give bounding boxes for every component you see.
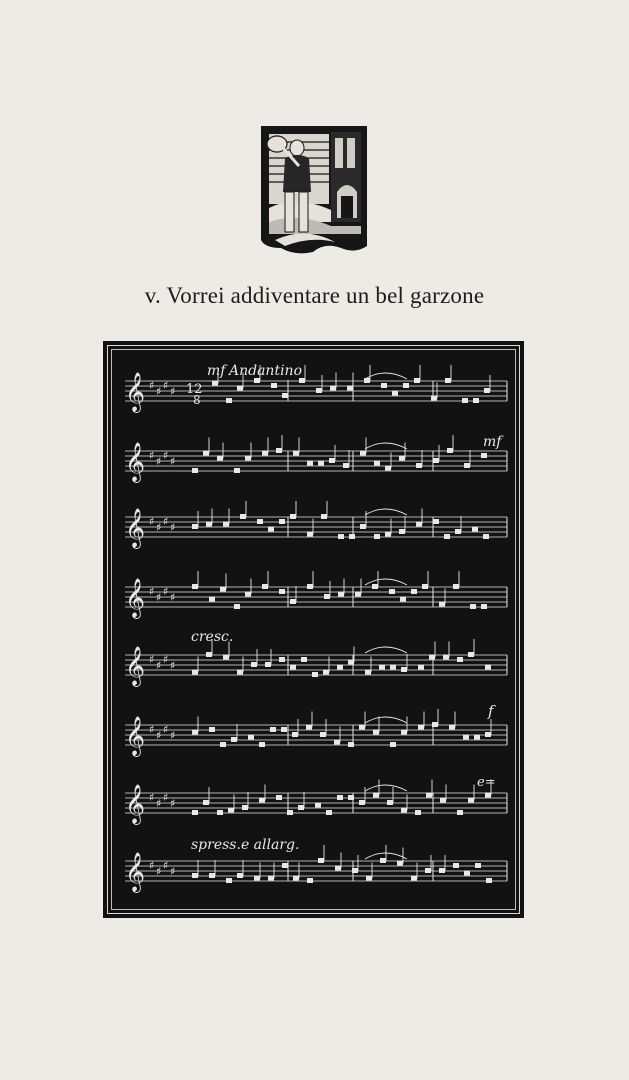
expression-spress-allarg: spress.e allarg.: [191, 837, 300, 853]
note-head: [248, 735, 254, 740]
note-head: [464, 463, 470, 468]
slur: [365, 647, 407, 653]
sharp-icon: ♯: [163, 449, 169, 462]
note-head: [485, 665, 491, 670]
note-head: [374, 461, 380, 466]
note-head: [192, 524, 198, 529]
note-head: [192, 810, 198, 815]
sharp-icon: ♯: [149, 723, 155, 736]
note-head: [281, 727, 287, 732]
note-head: [293, 876, 299, 881]
note-head: [234, 604, 240, 609]
sharp-icon: ♯: [156, 659, 162, 672]
note-head: [481, 453, 487, 458]
treble-clef-icon: 𝄞: [125, 852, 146, 892]
note-head: [472, 527, 478, 532]
note-head: [432, 722, 438, 727]
note-head: [390, 665, 396, 670]
note-head: [422, 584, 428, 589]
note-head: [321, 514, 327, 519]
note-head: [374, 534, 380, 539]
note-head: [373, 730, 379, 735]
note-head: [318, 461, 324, 466]
sharp-icon: ♯: [156, 729, 162, 742]
treble-clef-icon: 𝄞: [125, 578, 146, 618]
note-head: [399, 529, 405, 534]
slur: [365, 373, 407, 379]
note-head: [234, 468, 240, 473]
note-head: [334, 740, 340, 745]
woodcut-illustration: [255, 122, 373, 256]
note-head: [379, 665, 385, 670]
sharp-icon: ♯: [170, 385, 176, 398]
treble-clef-icon: 𝄞: [125, 716, 146, 756]
note-head: [301, 657, 307, 662]
note-head: [349, 534, 355, 539]
sharp-icon: ♯: [163, 515, 169, 528]
note-head: [415, 810, 421, 815]
note-head: [347, 386, 353, 391]
sharp-icon: ♯: [170, 797, 176, 810]
note-head: [381, 383, 387, 388]
sharp-icon: ♯: [163, 859, 169, 872]
note-head: [468, 798, 474, 803]
dynamic-mf-row2: mf: [483, 434, 502, 450]
note-head: [348, 742, 354, 747]
note-head: [429, 655, 435, 660]
note-head: [360, 524, 366, 529]
sharp-icon: ♯: [156, 521, 162, 534]
slur: [365, 443, 407, 449]
note-head: [486, 878, 492, 883]
note-head: [228, 808, 234, 813]
sharp-icon: ♯: [149, 653, 155, 666]
note-head: [259, 742, 265, 747]
note-head: [307, 878, 313, 883]
treble-clef-icon: 𝄞: [125, 646, 146, 686]
note-head: [360, 451, 366, 456]
note-head: [403, 383, 409, 388]
note-head: [192, 730, 198, 735]
note-head: [464, 871, 470, 876]
note-head: [268, 527, 274, 532]
note-head: [245, 592, 251, 597]
note-head: [220, 742, 226, 747]
music-score: [103, 341, 524, 918]
note-head: [220, 587, 226, 592]
note-head: [380, 858, 386, 863]
note-head: [348, 795, 354, 800]
note-head: [217, 810, 223, 815]
note-head: [279, 589, 285, 594]
slur: [365, 785, 407, 791]
dynamic-f-row6: f: [488, 702, 494, 720]
note-head: [433, 519, 439, 524]
note-head: [290, 599, 296, 604]
note-head: [392, 391, 398, 396]
note-head: [203, 451, 209, 456]
note-head: [483, 534, 489, 539]
sharp-icon: ♯: [170, 455, 176, 468]
sharp-icon: ♯: [170, 729, 176, 742]
note-head: [473, 398, 479, 403]
treble-clef-icon: 𝄞: [125, 784, 146, 824]
note-head: [307, 532, 313, 537]
note-head: [418, 665, 424, 670]
note-head: [315, 803, 321, 808]
note-head: [306, 725, 312, 730]
note-head: [192, 873, 198, 878]
sharp-icon: ♯: [149, 859, 155, 872]
note-head: [440, 798, 446, 803]
sharp-icon: ♯: [170, 591, 176, 604]
note-head: [416, 522, 422, 527]
sharp-icon: ♯: [156, 797, 162, 810]
note-head: [389, 589, 395, 594]
note-head: [485, 732, 491, 737]
note-head: [326, 810, 332, 815]
note-head: [324, 594, 330, 599]
sharp-icon: ♯: [163, 723, 169, 736]
note-head: [237, 670, 243, 675]
dynamic-mf-row1: mf: [207, 363, 226, 379]
note-head: [217, 456, 223, 461]
note-head: [373, 793, 379, 798]
sharp-icon: ♯: [163, 379, 169, 392]
note-head: [463, 735, 469, 740]
note-head: [206, 522, 212, 527]
note-head: [468, 652, 474, 657]
note-head: [307, 584, 313, 589]
note-head: [449, 725, 455, 730]
note-head: [318, 858, 324, 863]
note-head: [455, 529, 461, 534]
note-head: [445, 378, 451, 383]
note-head: [223, 655, 229, 660]
note-head: [397, 861, 403, 866]
note-head: [387, 800, 393, 805]
time-signature-top: 12: [186, 382, 203, 397]
marking-row7: e=: [477, 775, 496, 790]
note-head: [453, 863, 459, 868]
expression-cresc: cresc.: [191, 629, 234, 645]
sharp-icon: ♯: [156, 455, 162, 468]
sharp-icon: ♯: [170, 865, 176, 878]
note-head: [323, 670, 329, 675]
note-head: [343, 463, 349, 468]
sharp-icon: ♯: [149, 515, 155, 528]
sheet-music-panel: [103, 341, 524, 918]
note-head: [316, 388, 322, 393]
sharp-icon: ♯: [156, 591, 162, 604]
treble-clef-icon: 𝄞: [125, 372, 146, 412]
note-head: [470, 604, 476, 609]
note-head: [484, 388, 490, 393]
note-head: [268, 876, 274, 881]
note-head: [290, 665, 296, 670]
note-head: [312, 672, 318, 677]
note-head: [330, 386, 336, 391]
note-head: [443, 655, 449, 660]
note-head: [355, 592, 361, 597]
note-head: [439, 602, 445, 607]
note-head: [401, 667, 407, 672]
sharp-icon: ♯: [170, 521, 176, 534]
note-head: [359, 725, 365, 730]
note-head: [226, 878, 232, 883]
note-head: [240, 514, 246, 519]
page-title: v. Vorrei addiventare un bel garzone: [144, 283, 485, 308]
note-head: [245, 456, 251, 461]
note-head: [293, 451, 299, 456]
note-head: [416, 463, 422, 468]
note-head: [212, 381, 218, 386]
note-head: [192, 584, 198, 589]
note-head: [282, 863, 288, 868]
sharp-icon: ♯: [156, 865, 162, 878]
note-head: [372, 584, 378, 589]
note-head: [462, 398, 468, 403]
note-head: [426, 793, 432, 798]
note-head: [457, 657, 463, 662]
note-head: [287, 810, 293, 815]
note-head: [276, 448, 282, 453]
note-head: [401, 730, 407, 735]
note-head: [271, 383, 277, 388]
note-head: [279, 657, 285, 662]
note-head: [192, 468, 198, 473]
note-head: [444, 534, 450, 539]
note-head: [439, 868, 445, 873]
note-head: [206, 652, 212, 657]
note-head: [338, 592, 344, 597]
note-head: [226, 398, 232, 403]
note-head: [251, 662, 257, 667]
note-head: [457, 810, 463, 815]
note-head: [307, 461, 313, 466]
sharp-icon: ♯: [163, 791, 169, 804]
note-head: [359, 800, 365, 805]
treble-clef-icon: 𝄞: [125, 442, 146, 482]
note-head: [254, 876, 260, 881]
slur: [365, 509, 407, 515]
note-head: [242, 805, 248, 810]
note-head: [411, 876, 417, 881]
slur: [365, 717, 407, 723]
note-head: [192, 670, 198, 675]
note-head: [411, 589, 417, 594]
note-head: [282, 393, 288, 398]
note-head: [431, 396, 437, 401]
slur: [365, 579, 407, 585]
note-head: [399, 456, 405, 461]
note-head: [366, 876, 372, 881]
note-head: [447, 448, 453, 453]
sharp-icon: ♯: [163, 653, 169, 666]
note-head: [485, 793, 491, 798]
note-head: [474, 735, 480, 740]
note-head: [337, 665, 343, 670]
note-head: [320, 732, 326, 737]
note-head: [209, 727, 215, 732]
note-head: [276, 795, 282, 800]
treble-clef-icon: 𝄞: [125, 508, 146, 548]
note-head: [292, 732, 298, 737]
note-head: [237, 386, 243, 391]
note-head: [481, 604, 487, 609]
note-head: [209, 873, 215, 878]
sharp-icon: ♯: [149, 379, 155, 392]
note-head: [390, 742, 396, 747]
note-head: [298, 805, 304, 810]
sharp-icon: ♯: [149, 585, 155, 598]
note-head: [385, 466, 391, 471]
note-head: [329, 458, 335, 463]
sharp-icon: ♯: [149, 449, 155, 462]
sharp-icon: ♯: [149, 791, 155, 804]
note-head: [365, 670, 371, 675]
note-head: [257, 519, 263, 524]
note-head: [259, 798, 265, 803]
note-head: [352, 868, 358, 873]
note-head: [265, 662, 271, 667]
note-head: [425, 868, 431, 873]
sharp-icon: ♯: [163, 585, 169, 598]
tempo-marking: Andantino: [229, 363, 303, 379]
note-head: [385, 532, 391, 537]
note-head: [290, 514, 296, 519]
note-head: [453, 584, 459, 589]
note-head: [418, 725, 424, 730]
note-head: [262, 584, 268, 589]
sharp-icon: ♯: [170, 659, 176, 672]
note-head: [270, 727, 276, 732]
note-head: [335, 866, 341, 871]
note-head: [231, 737, 237, 742]
note-head: [262, 451, 268, 456]
note-head: [475, 863, 481, 868]
note-head: [338, 534, 344, 539]
time-signature-bottom: 8: [193, 393, 201, 407]
sharp-icon: ♯: [156, 385, 162, 398]
note-head: [348, 660, 354, 665]
note-head: [223, 522, 229, 527]
note-head: [209, 597, 215, 602]
note-head: [433, 458, 439, 463]
note-head: [279, 519, 285, 524]
note-head: [401, 808, 407, 813]
woodcut-figure-with-lute-icon: [255, 122, 373, 256]
note-head: [203, 800, 209, 805]
note-head: [337, 795, 343, 800]
note-head: [400, 597, 406, 602]
note-head: [237, 873, 243, 878]
note-head: [414, 378, 420, 383]
